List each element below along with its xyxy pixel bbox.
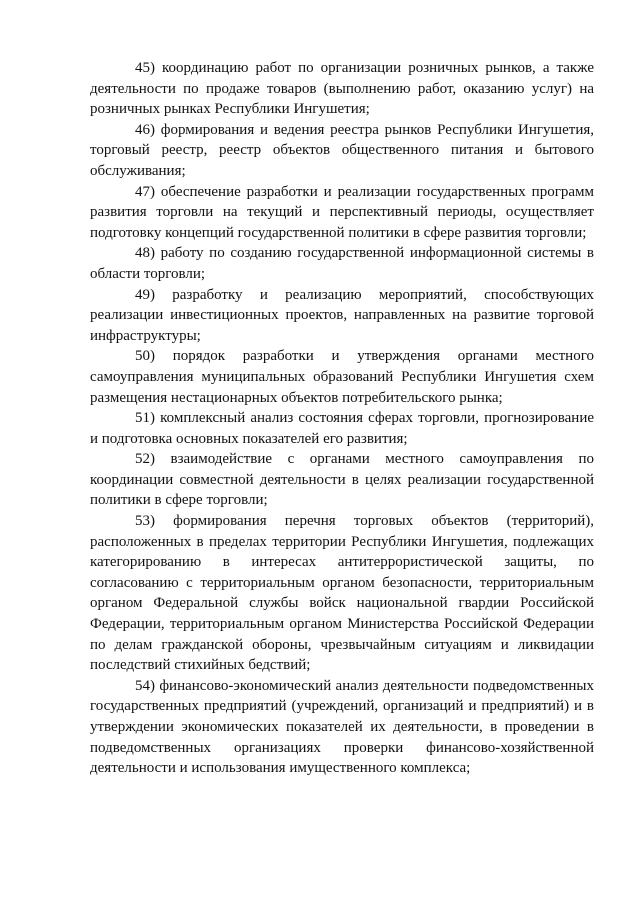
list-item-48: 48) работу по созданию государственной информационной системы в области торговли;	[90, 245, 594, 282]
list-item-49: 49) разработку и реализацию мероприятий, способствующих реализации инвестиционных проектов, направленных на развитие торговой инфраструктуры;	[90, 286, 594, 344]
list-item-46: 46) формирования и ведения реестра рынков Республики Ингушетия, торговый реестр, реестр объектов общественного питания и бытового обслуживания;	[90, 121, 594, 179]
list-item-50: 50) порядок разработки и утверждения органами местного самоуправления муниципальных образований Республики Ингушетия схем размещения нестационарных объектов потребительского рынка;	[90, 348, 594, 406]
list-item-45: 45) координацию работ по организации розничных рынков, а также деятельности по продаже товаров (выполнению работ, оказанию услуг) на розничных рынках Республики Ингушетия;	[90, 60, 594, 118]
list-item-51: 51) комплексный анализ состояния сферах торговли, прогнозирование и подготовка основных показателей его развития;	[90, 410, 594, 447]
list-item-54: 54) финансово-экономический анализ деятельности подведомственных государственных предприятий (учреждений, организаций и предприятий) и в утверждении экономических показателей их деятельности, в проведении в подведомственных организациях проверки финансово-хозяйственной деятельности и использования имущественного комплекса;	[90, 677, 594, 777]
list-item-52: 52) взаимодействие с органами местного самоуправления по координации совместной деятельности в целях реализации государственной политики в сфере торговли;	[90, 451, 594, 509]
document-page	[90, 58, 594, 779]
list-item-47: 47) обеспечение разработки и реализации государственных программ развития торговли на текущий и перспективный периоды, осуществляет подготовку концепций государственной политики в сфере развития торговли;	[90, 183, 594, 241]
list-item-53: 53) формирования перечня торговых объектов (территорий), расположенных в пределах территории Республики Ингушетия, подлежащих категорированию в интересах антитеррористической защиты, по согласованию с территориальным органом безопасности, территориальным органом Федеральной службы войск национальной гвардии Российской Федерации, территориальным органом Министерства Российской Федерации по делам гражданской обороны, чрезвычайным ситуациям и ликвидации последствий стихийных бедствий;	[90, 513, 594, 674]
